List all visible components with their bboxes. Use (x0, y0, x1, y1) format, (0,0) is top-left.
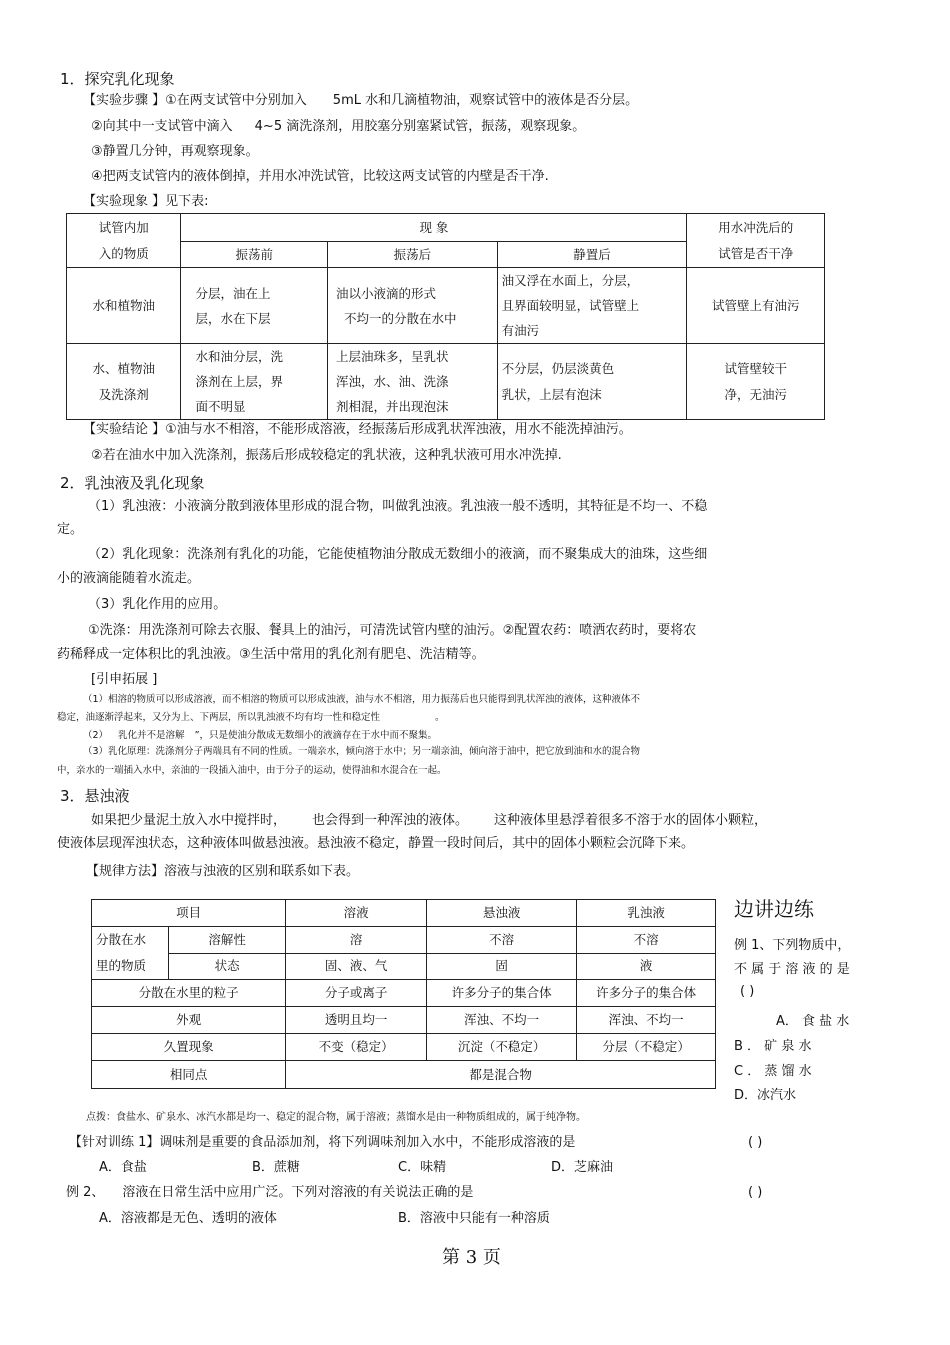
cmp-solubility: 溶解性 (169, 927, 286, 954)
suspension-2: 使液体层现浑浊状态，这种液体叫做悬浊液。悬浊液不稳定，静置一段时间后，其中的固体小颗粒会沉降下来。 (57, 836, 695, 851)
sidebar-option-d: D．冰汽水 (734, 1088, 797, 1103)
table-cell: 分子或离子 (286, 980, 427, 1007)
example-2-option-b: B．溶液中只能有一种溶质 (398, 1211, 550, 1226)
cell-wash: 试管壁较干 净，无油污 (687, 344, 825, 420)
phenomenon-label: 【实验现象 】见下表: (83, 194, 209, 209)
table-cell: 不变（稳定） (286, 1034, 427, 1061)
header-after: 振荡后 (328, 242, 498, 268)
header-phenomenon: 现 象 (181, 214, 687, 242)
cell-rest: 不分层，仍层淡黄色 乳状，上层有泡沫 (497, 344, 687, 420)
emulsion-def-1: （1）乳浊液：小液滴分散到液体里形成的混合物，叫做乳浊液。乳浊液一般不透明，其特征是不均一、不稳 (88, 499, 708, 514)
sidebar-q3: ( ) (740, 984, 755, 999)
suspension-1: 如果把少量泥土放入水中搅拌时， 也会得到一种浑浊的液体。 这种液体里悬浮着很多不溶于水的固体小颗粒， (91, 813, 768, 828)
cmp-header-item: 项目 (92, 900, 286, 927)
cell-rest: 油又浮在水面上，分层， 且界面较明显，试管壁上 有油污 (497, 268, 687, 344)
emulsify-2: 小的液滴能随着水流走。 (57, 571, 201, 586)
experiment-table (66, 213, 825, 420)
application-title: （3）乳化作用的应用。 (88, 597, 227, 612)
cmp-same: 相同点 (92, 1061, 286, 1089)
example-2-option-a: A．溶液都是无色、透明的液体 (99, 1211, 277, 1226)
cmp-header-suspension: 悬浊液 (427, 900, 577, 927)
emulsify-1: （2）乳化现象：洗涤剂有乳化的功能，它能使植物油分散成无数细小的液滴，而不聚集成大的油珠，这些细 (88, 547, 708, 562)
cmp-disp: 分散在水 里的物质 (92, 927, 169, 980)
section-3-title: 3．悬浊液 (60, 787, 130, 805)
table-cell: 沉淀（不稳定） (427, 1034, 577, 1061)
section-2-title: 2．乳浊液及乳化现象 (60, 474, 205, 492)
header-before: 振荡前 (181, 242, 328, 268)
cell-substance: 水和植物油 (67, 268, 181, 344)
cmp-header-emulsion: 乳浊液 (577, 900, 716, 927)
conclusion-2: ②若在油水中加入洗涤剂，振荡后形成较稳定的乳状液，这种乳状液可用水冲洗掉. (91, 448, 562, 463)
cmp-header-solution: 溶液 (286, 900, 427, 927)
training-option-c: C．味精 (398, 1160, 447, 1175)
table-cell: 浑浊、不均一 (427, 1007, 577, 1034)
extension-3a: （3）乳化原理：洗涤剂分子两端具有不同的性质。一端亲水，倾向溶于水中；另一端亲油，倾向溶于油中，把它放到油和水的混合物 (83, 746, 641, 757)
training-1: 【针对训练 1】调味剂是重要的食品添加剂，将下列调味剂加入水中，不能形成溶液的是 (69, 1135, 576, 1150)
cell-after: 上层油珠多，呈乳状 浑浊，水、油、洗涤 剂相混，并出现泡沫 (328, 344, 498, 420)
extension-label: [引申拓展 ] (91, 672, 158, 687)
extension-3b: 中，亲水的一端插入水中，亲油的一段插入油中，由于分子的运动，使得油和水混合在一起。 (57, 765, 447, 776)
rule-method: 【规律方法】溶液与浊液的区别和联系如下表。 (86, 864, 360, 879)
example-2: 例 2、 溶液在日常生活中应用广泛。下列对溶液的有关说法正确的是 (66, 1185, 474, 1200)
sidebar-option-a: A． 食 盐 水 (776, 1014, 850, 1029)
cmp-particles: 分散在水里的粒子 (92, 980, 286, 1007)
sidebar-q1: 例 1、下列物质中， (734, 938, 851, 953)
table-cell: 溶 (286, 927, 427, 954)
table-cell: 不溶 (577, 927, 716, 954)
table-cell: 都是混合物 (286, 1061, 716, 1089)
cell-after: 油以小液滴的形式 不均一的分散在水中 (328, 268, 498, 344)
section-1-title: 1．探究乳化现象 (60, 70, 175, 88)
training-option-d: D．芝麻油 (551, 1160, 614, 1175)
conclusion-1: 【实验结论 】①油与水不相溶，不能形成溶液，经振荡后形成乳状浑浊液，用水不能洗掉油污。 (83, 422, 632, 437)
extension-2: （2） 乳化并不是溶解 ”，只是使油分散成无数细小的液滴存在于水中而不聚集。 (83, 730, 437, 741)
application-1: ①洗涤：用洗涤剂可除去衣服、餐具上的油污，可清洗试管内壁的油污。②配置农药：喷洒农药时，要将农 (88, 623, 697, 638)
application-2: 药稀释成一定体积比的乳浊液。③生活中常用的乳化剂有肥皂、洗洁精等。 (57, 647, 485, 662)
table-cell: 浑浊、不均一 (577, 1007, 716, 1034)
extension-1a: （1）相溶的物质可以形成溶液，而不相溶的物质可以形成浊液，油与水不相溶，用力振荡后也只能得到乳状浑浊的液体，这种液体不 (83, 694, 641, 705)
table-cell: 不溶 (427, 927, 577, 954)
training-option-a: A．食盐 (99, 1160, 147, 1175)
sidebar-option-c: C ． 蒸 馏 水 (734, 1064, 812, 1079)
table-cell: 固 (427, 953, 577, 980)
training-option-b: B．蔗糖 (252, 1160, 300, 1175)
table-cell: 许多分子的集合体 (427, 980, 577, 1007)
sidebar-q2: 不 属 于 溶 液 的 是 (734, 962, 850, 977)
cmp-standing: 久置现象 (92, 1034, 286, 1061)
example-2-paren: ( ) (748, 1185, 763, 1200)
table-cell: 分层（不稳定） (577, 1034, 716, 1061)
sidebar-title: 边讲边练 (734, 897, 814, 921)
table-row (67, 268, 825, 344)
step-1: 【实验步骤 】①在两支试管中分别加入 5mL 水和几滴植物油，观察试管中的液体是否分层。 (83, 93, 639, 108)
training-1-paren: ( ) (748, 1135, 763, 1150)
step-2: ②向其中一支试管中滴入 4~5 滴洗涤剂，用胶塞分别塞紧试管，振荡，观察现象。 (91, 119, 586, 134)
table-cell: 液 (577, 953, 716, 980)
table-cell: 许多分子的集合体 (577, 980, 716, 1007)
table-cell: 固、液、气 (286, 953, 427, 980)
header-substance: 试管内加 入的物质 (67, 214, 181, 268)
cell-before: 水和油分层，洗 涤剂在上层，界 面不明显 (181, 344, 328, 420)
header-wash: 用水冲洗后的 试管是否干净 (687, 214, 825, 268)
comparison-table (91, 899, 716, 1089)
emulsion-def-2: 定。 (57, 522, 84, 537)
header-rest: 静置后 (497, 242, 687, 268)
table-cell: 透明且均一 (286, 1007, 427, 1034)
sidebar-option-b: B ． 矿 泉 水 (734, 1039, 812, 1054)
cell-wash: 试管壁上有油污 (687, 268, 825, 344)
page-number: 第 3 页 (442, 1247, 501, 1268)
table-row (67, 344, 825, 420)
step-4: ④把两支试管内的液体倒掉，并用水冲洗试管，比较这两支试管的内壁是否干净. (91, 169, 549, 184)
cmp-state: 状态 (169, 953, 286, 980)
step-3: ③静置几分钟，再观察现象。 (91, 144, 259, 159)
extension-1b: 稳定，油逐渐浮起来，又分为上、下两层，所以乳浊液不均有均一性和稳定性 。 (57, 712, 445, 723)
cmp-appearance: 外观 (92, 1007, 286, 1034)
cell-substance: 水、植物油 及洗涤剂 (67, 344, 181, 420)
note: 点拨：食盐水、矿泉水、冰汽水都是均一、稳定的混合物，属于溶液；蒸馏水是由一种物质组成的，属于纯净物。 (86, 1112, 586, 1123)
cell-before: 分层，油在上 层，水在下层 (181, 268, 328, 344)
